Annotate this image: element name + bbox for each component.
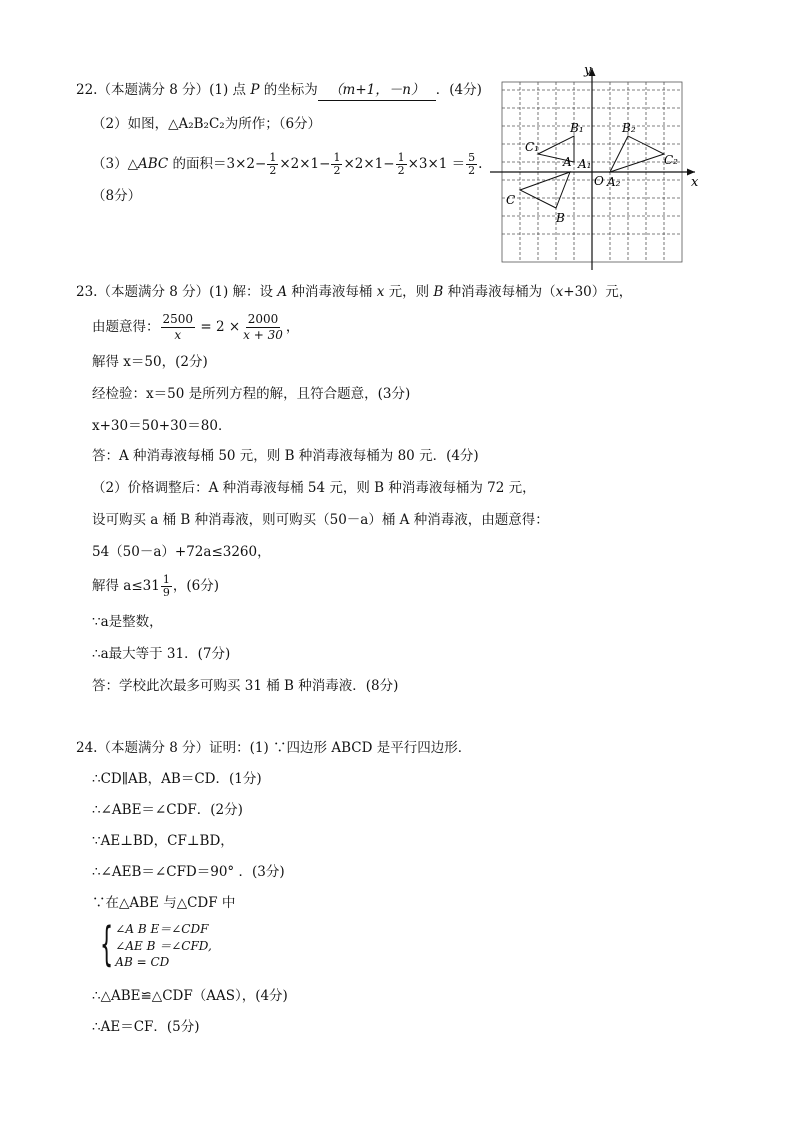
- q24-line-1: 24.（本题满分 8 分）证明：(1) ∵四边形 ABCD 是平行四边形．: [76, 740, 472, 756]
- q24-line-2: ∴CD∥AB，AB＝CD．(1分): [92, 771, 262, 787]
- q22-line-2: （2）如图，△A₂B₂C₂为所作；（6分）: [92, 116, 322, 132]
- q24-line-6: ∵在△ABE 与△CDF 中: [92, 895, 236, 911]
- q23-line-13: 答：学校此次最多可购买 31 桶 B 种消毒液．(8分): [92, 678, 399, 694]
- point-b-label: B: [556, 211, 565, 225]
- axis-x-label: x: [691, 175, 699, 190]
- brace-line-1: ∠A B E＝∠CDF: [115, 922, 209, 936]
- q24-line-8: ∴AE＝CF．(5分): [92, 1019, 200, 1035]
- point-a-label: A: [563, 155, 572, 169]
- q23-line-1: 23.（本题满分 8 分）(1) 解：设 A 种消毒液每桶 x 元，则 B 种消毒液每桶为（x+30）元，: [76, 284, 633, 300]
- triangle-a2b2c2: [610, 136, 664, 172]
- brace-line-2: ∠AE B ＝∠CFD,: [115, 938, 212, 953]
- q23-line-11: ∵a是整数，: [92, 614, 163, 630]
- coordinate-grid-figure: [490, 60, 705, 272]
- q23-line-8: 设可购买 a 桶 B 种消毒液，则可购买（50－a）桶 A 种消毒液，由题意得：: [92, 512, 549, 528]
- q23-line-7: （2）价格调整后：A 种消毒液每桶 54 元，则 B 种消毒液每桶为 72 元，: [92, 480, 536, 496]
- q23-line-9: 54（50－a）+72a≤3260，: [92, 544, 271, 560]
- q22-line-1: 22.（本题满分 8 分）(1) 点 P 的坐标为 （m+1，－n） ．(4分): [76, 80, 482, 101]
- brace-line-3: AB = CD: [115, 955, 170, 969]
- point-b1-label: B₁: [570, 121, 584, 135]
- point-a1-label: A₁: [578, 157, 592, 171]
- q23-line-10: 解得 a≤31 $\frac{1}{9}$ ，(6分): [92, 573, 219, 599]
- q23-line-5: x+30＝50+30＝80．: [92, 418, 232, 434]
- point-c1-label: C₁: [525, 140, 539, 154]
- point-b2-label: B₂: [622, 121, 636, 135]
- point-c-label: C: [506, 193, 516, 207]
- triangle-abc: [520, 172, 570, 208]
- q24-condition-brace: [92, 917, 212, 971]
- q23-line-4: 经检验：x＝50 是所列方程的解，且符合题意，(3分): [92, 386, 411, 402]
- q24-line-3: ∴∠ABE＝∠CDF．(2分): [92, 802, 243, 818]
- q23-line-2: 由题意得： $\frac{2500}{x}$ = 2 × $\frac{2000}{x + 30}$ ，: [92, 312, 300, 342]
- q23-line-12: ∴a最大等于 31．(7分): [92, 646, 231, 662]
- q23-line-6: 答：A 种消毒液每桶 50 元，则 B 种消毒液每桶为 80 元．(4分): [92, 448, 479, 464]
- q24-line-7: ∴△ABE≌△CDF（AAS），(4分): [92, 988, 288, 1004]
- origin-label: O: [594, 174, 604, 188]
- point-c2-label: C₂: [664, 153, 678, 167]
- point-a2-label: A₂: [607, 175, 621, 189]
- q22-line-3: （3）△ABC 的面积＝3×2− $\frac{1}{2}$ ×2×1− $\frac{1}{2}$ ×2×1− $\frac{1}{2}$ ×3×1 ＝ $\frac{5}{2}$ .: [92, 151, 483, 177]
- axis-y-label: y: [584, 63, 592, 78]
- q24-line-5: ∴∠AEB＝∠CFD＝90° ．(3分): [92, 864, 285, 880]
- q22-answer-blank: （m+1，－n）: [318, 80, 436, 101]
- q24-line-4: ∵AE⊥BD，CF⊥BD，: [92, 833, 234, 849]
- q22-line-4: （8分）: [92, 188, 142, 204]
- q23-line-3: 解得 x＝50，(2分): [92, 354, 208, 370]
- left-brace-glyph: {: [100, 917, 114, 971]
